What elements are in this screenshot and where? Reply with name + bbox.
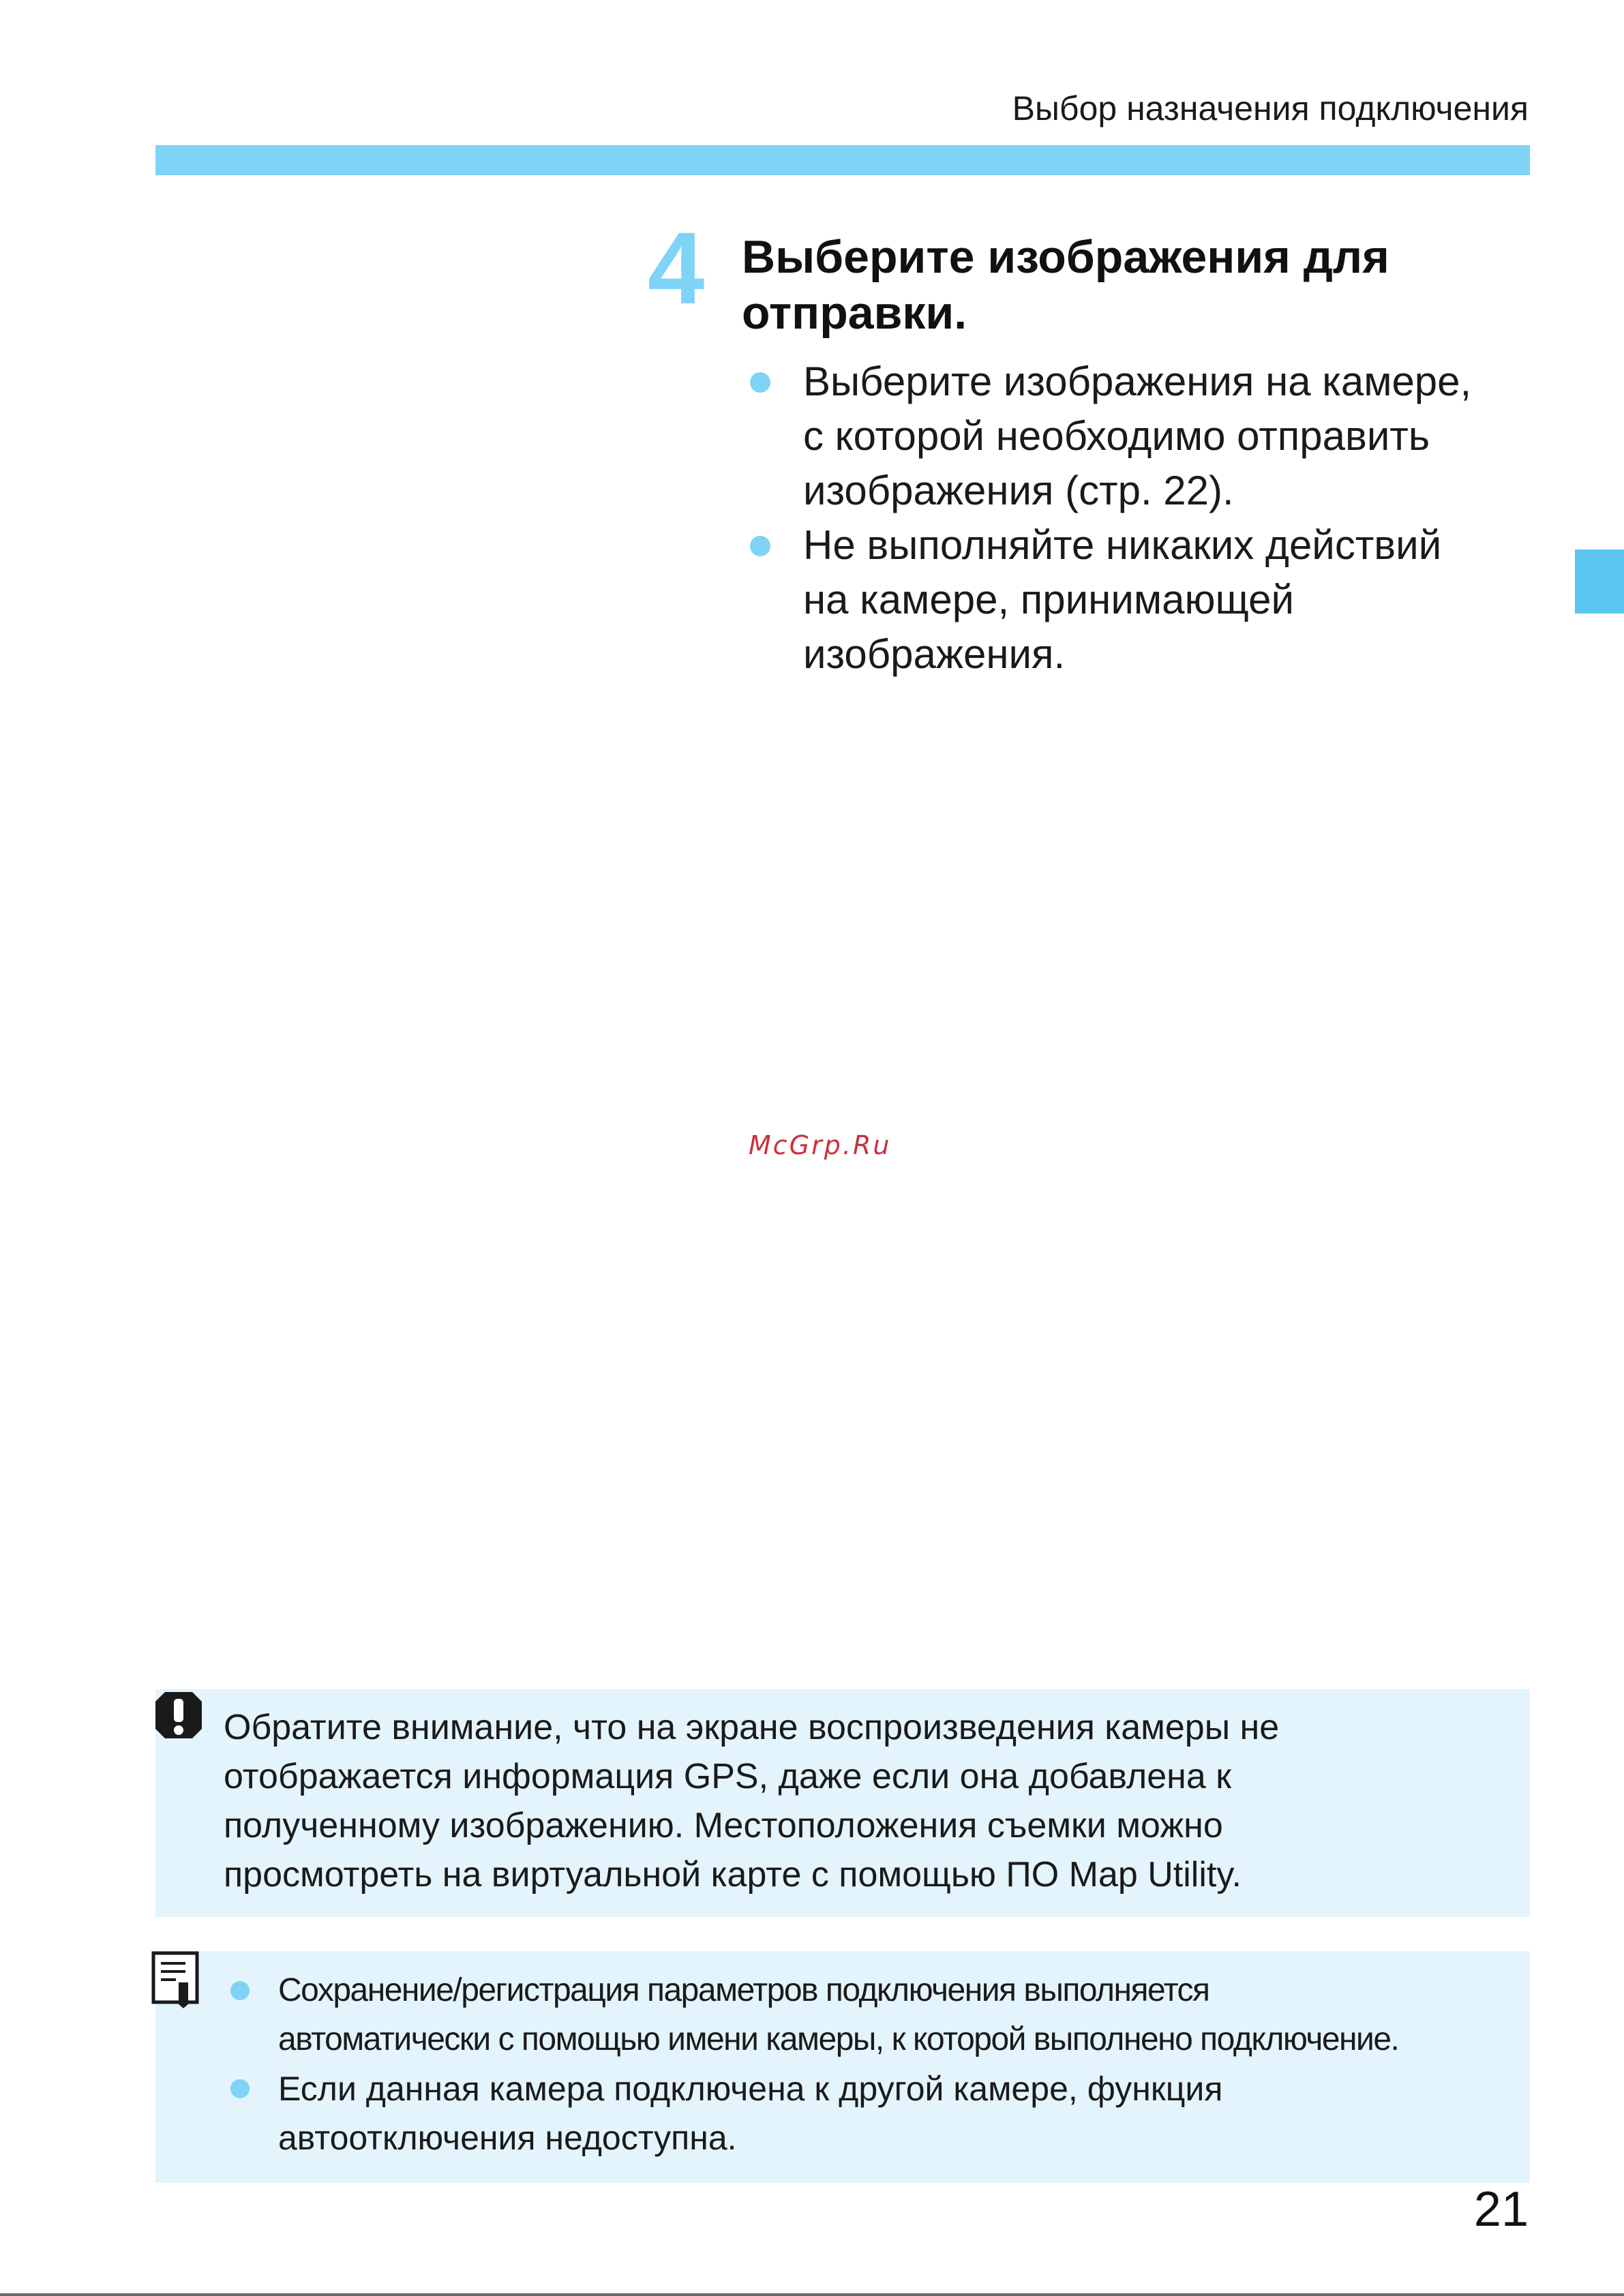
bullet-line: автоматически с помощью имени камеры, к которой выполнено подключение. (278, 2021, 1399, 2057)
caution-line: отображается информация GPS, даже если она добавлена к (224, 1757, 1231, 1796)
watermark-link[interactable]: McGrp.Ru (749, 1130, 892, 1160)
list-item (229, 1966, 1511, 2064)
step-title (742, 229, 1519, 341)
caution-line: Обратите внимание, что на экране воспроизведения камеры не (224, 1708, 1280, 1747)
header-bar (155, 145, 1530, 175)
step-number: 4 (648, 211, 705, 325)
section-title: Выбор назначения подключения (1012, 89, 1529, 127)
caution-icon (153, 1689, 205, 1741)
bullet-line: изображения (стр. 22). (803, 468, 1234, 513)
page-number: 21 (1473, 2182, 1529, 2237)
bullet-icon (230, 1981, 250, 2000)
list-item (749, 354, 1539, 518)
note-bullet-list (229, 1966, 1511, 2162)
bullet-line: Сохранение/регистрация параметров подключения выполняется (278, 1972, 1209, 2008)
bullet-line: Выберите изображения на камере, (803, 359, 1472, 404)
list-item (749, 518, 1539, 682)
bullet-line: автоотключения недоступна. (278, 2119, 737, 2157)
caution-line: просмотреть на виртуальной карте с помощью ПО Map Utility. (224, 1855, 1242, 1894)
step-title-line: Выберите изображения для (742, 231, 1389, 283)
bullet-line: на камере, принимающей (803, 577, 1295, 622)
bullet-icon (750, 536, 770, 556)
bullet-line: Если данная камера подключена к другой камере, функция (278, 2070, 1223, 2108)
list-item (229, 2064, 1511, 2162)
step-bullet-list (749, 354, 1539, 682)
bottom-rule (0, 2293, 1624, 2296)
bullet-icon (750, 372, 770, 393)
caution-line: полученному изображению. Местоположения съемки можно (224, 1806, 1223, 1845)
chapter-tab-marker (1575, 549, 1624, 614)
caution-text (224, 1703, 1505, 1899)
bullet-line: с которой необходимо отправить (803, 413, 1430, 459)
bullet-line: Не выполняйте никаких действий (803, 522, 1442, 568)
memo-icon (151, 1951, 199, 2008)
step-title-line: отправки. (742, 287, 967, 339)
bullet-line: изображения. (803, 631, 1066, 677)
bullet-icon (230, 2079, 250, 2098)
